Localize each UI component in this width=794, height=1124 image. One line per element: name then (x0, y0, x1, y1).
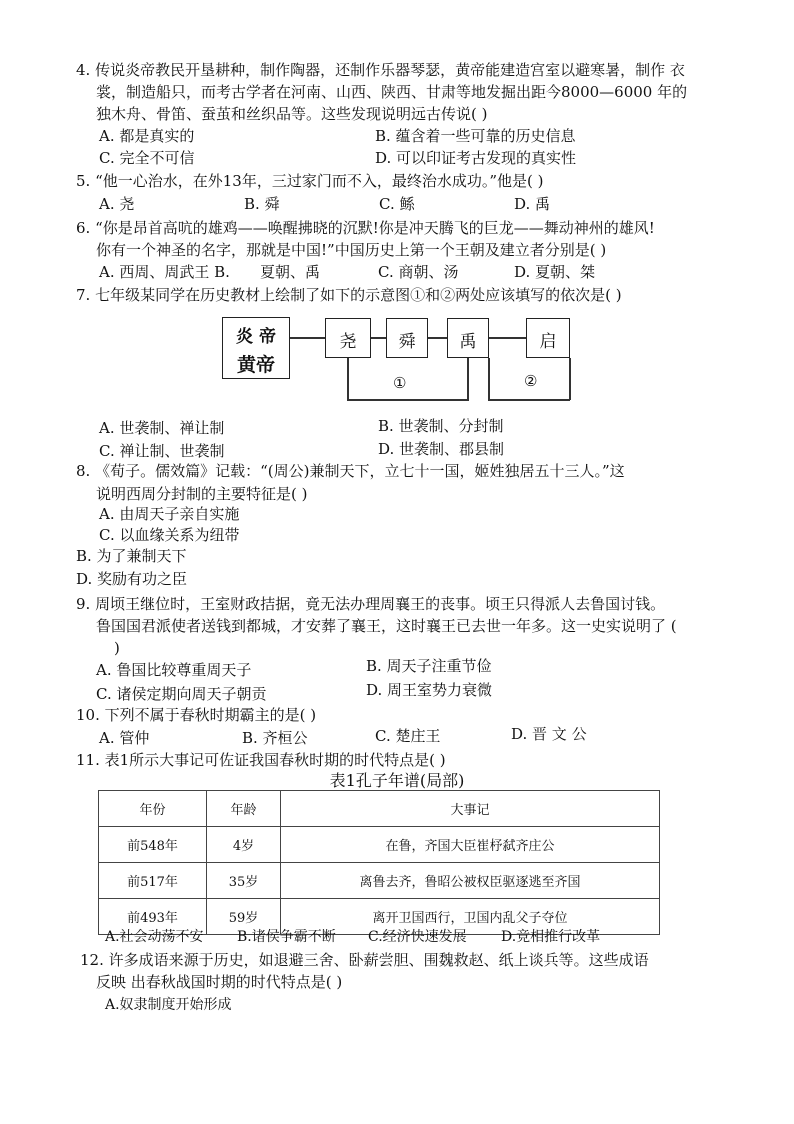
q9-option-a: A. 鲁国比较尊重周天子 (96, 661, 252, 679)
diagram-bracket-2 (488, 399, 570, 401)
table-cell-age: 59岁 (207, 899, 281, 935)
q8-stem-line2: 说明西周分封制的主要特征是( ) (96, 485, 308, 503)
q5-stem-line1: 5. “他一心治水，在外13年，三过家门而不入，最终治水成功。”他是( ) (76, 172, 544, 190)
q4-stem-line1: 4. 传说炎帝教民开垦耕种，制作陶器，还制作乐器琴瑟，黄帝能建造宫室以避寒暑，制作 衣 (76, 61, 685, 79)
q9-stem-line2: 鲁国国君派使者送钱到都城，才安葬了襄王，这时襄王已去世一年多。这一史实说明了 ( (96, 617, 677, 635)
table-header-events: 大事记 (281, 791, 660, 827)
q9-stem-line3: ) (114, 639, 120, 657)
q10-option-c: C. 楚庄王 (375, 727, 441, 745)
q4-option-c: C. 完全不可信 (99, 149, 195, 167)
q10-option-d: D. 晋 文 公 (511, 725, 587, 743)
q10-option-b: B. 齐桓公 (242, 729, 308, 747)
q11-option-c: C.经济快速发展 (368, 929, 467, 945)
table-cell-age: 35岁 (207, 863, 281, 899)
q8-option-c: C. 以血缘关系为纽带 (99, 526, 240, 544)
q4-stem-line2: 裳，制造船只，而考古学者在河南、山西、陕西、甘肃等地发掘出距今8000—6000 年的 (96, 83, 688, 101)
table-header-year: 年份 (99, 791, 207, 827)
table-cell-event: 离鲁去齐，鲁昭公被权臣驱逐逃至齐国 (281, 863, 660, 899)
diagram-label-yao: 尧 (339, 332, 357, 352)
q9-option-b: B. 周天子注重节俭 (366, 657, 492, 675)
diagram-label-yu: 禹 (459, 332, 477, 352)
table-header-age: 年龄 (207, 791, 281, 827)
diagram-label-qi: 启 (539, 332, 557, 352)
q6-stem-line1: 6. “你是昂首高吭的雄鸡——唤醒拂晓的沉默!你是冲天腾飞的巨龙——舞动神州的雄风! (76, 219, 655, 237)
q5-option-d: D. 禹 (514, 195, 551, 213)
table-cell-year: 前548年 (99, 827, 207, 863)
diagram-connector (290, 337, 326, 339)
q7-option-d: D. 世袭制、郡县制 (378, 440, 505, 458)
q6-stem-line2: 你有一个神圣的名字，那就是中国!”中国历史上第一个王朝及建立者分别是( ) (96, 241, 607, 259)
q11-option-d: D.竞相推行改革 (501, 929, 601, 945)
diagram-mark-2: ② (524, 372, 538, 390)
diagram-bracket-2 (488, 358, 490, 400)
q11-option-b: B.诸侯争霸不断 (237, 929, 336, 945)
diagram-bracket-1 (347, 399, 469, 401)
table-caption: 表1孔子年谱(局部) (329, 771, 465, 790)
diagram-bracket-1 (347, 358, 349, 400)
q7-option-b: B. 世袭制、分封制 (378, 417, 504, 435)
q12-option-a: A.奴隶制度开始形成 (105, 997, 232, 1013)
q8-option-b: B. 为了兼制天下 (76, 547, 187, 565)
q9-stem-line1: 9. 周顷王继位时，王室财政拮据，竟无法办理周襄王的丧事。顷王只得派人去鲁国讨钱。 (76, 595, 666, 613)
q10-option-a: A. 管仲 (99, 729, 150, 747)
diagram-bracket-1 (467, 358, 469, 400)
q10-stem-line1: 10. 下列不属于春秋时期霸主的是( ) (76, 706, 317, 724)
diagram-connector (371, 337, 387, 339)
q12-stem-line1: 12. 许多成语来源于历史，如退避三舍、卧薪尝胆、围魏救赵、纸上谈兵等。这些成语 (80, 951, 649, 969)
diagram-label-shun: 舜 (398, 332, 416, 352)
q4-option-b: B. 蕴含着一些可靠的历史信息 (375, 127, 576, 145)
diagram-label-huangdi: 黄帝 (236, 354, 275, 376)
table-cell-event: 在鲁，齐国大臣崔杼弑齐庄公 (281, 827, 660, 863)
q9-option-d: D. 周王室势力衰微 (366, 681, 493, 699)
table-cell-event: 离开卫国西行，卫国内乱父子夺位 (281, 899, 660, 935)
table-row (99, 827, 660, 863)
table-cell-age: 4岁 (207, 827, 281, 863)
table-cell-year: 前517年 (99, 863, 207, 899)
q4-option-d: D. 可以印证考古发现的真实性 (375, 149, 577, 167)
q8-option-a: A. 由周天子亲自实施 (99, 505, 240, 523)
table-cell-year: 前493年 (99, 899, 207, 935)
q7-stem-line1: 7. 七年级某同学在历史教材上绘制了如下的示意图①和②两处应该填写的依次是( ) (76, 286, 622, 304)
q6-option-d: D. 夏朝、桀 (514, 263, 596, 281)
q11-option-a: A.社会动荡不安 (105, 929, 204, 945)
diagram-bracket-2 (569, 358, 571, 400)
diagram-connector (428, 337, 448, 339)
confucius-chronology-table (98, 790, 660, 935)
q5-option-b: B. 舜 (244, 195, 280, 213)
q8-stem-line1: 8. 《荀子。儒效篇》记载：“(周公)兼制天下，立七十一国，姬姓独居五十三人。”这 (76, 462, 625, 480)
diagram-connector (489, 337, 527, 339)
q11-stem-line1: 11. 表1所示大事记可佐证我国春秋时期的时代特点是( ) (76, 751, 446, 769)
q4-stem-line3: 独木舟、骨笛、蚕茧和丝织品等。这些发现说明远古传说( ) (96, 105, 488, 123)
table-header-row (99, 791, 660, 827)
q5-option-a: A. 尧 (99, 195, 135, 213)
q12-stem-line2: 反映 出春秋战国时期的时代特点是( ) (96, 973, 343, 991)
q6-option-c: C. 商朝、汤 (378, 263, 459, 281)
table-row (99, 863, 660, 899)
q6-option-b: 夏朝、禹 (260, 263, 321, 281)
q7-option-a: A. 世袭制、禅让制 (99, 419, 225, 437)
q8-option-d: D. 奖励有功之臣 (76, 570, 188, 588)
diagram-mark-1: ① (393, 374, 407, 392)
q9-option-c: C. 诸侯定期向周天子朝贡 (96, 685, 267, 703)
q5-option-c: C. 鲧 (379, 195, 415, 213)
q4-option-a: A. 都是真实的 (99, 127, 195, 145)
diagram-label-yandi: 炎 帝 (236, 327, 276, 347)
q7-option-c: C. 禅让制、世袭制 (99, 442, 225, 460)
q6-option-a: A. 西周、周武王 B. (99, 263, 230, 281)
